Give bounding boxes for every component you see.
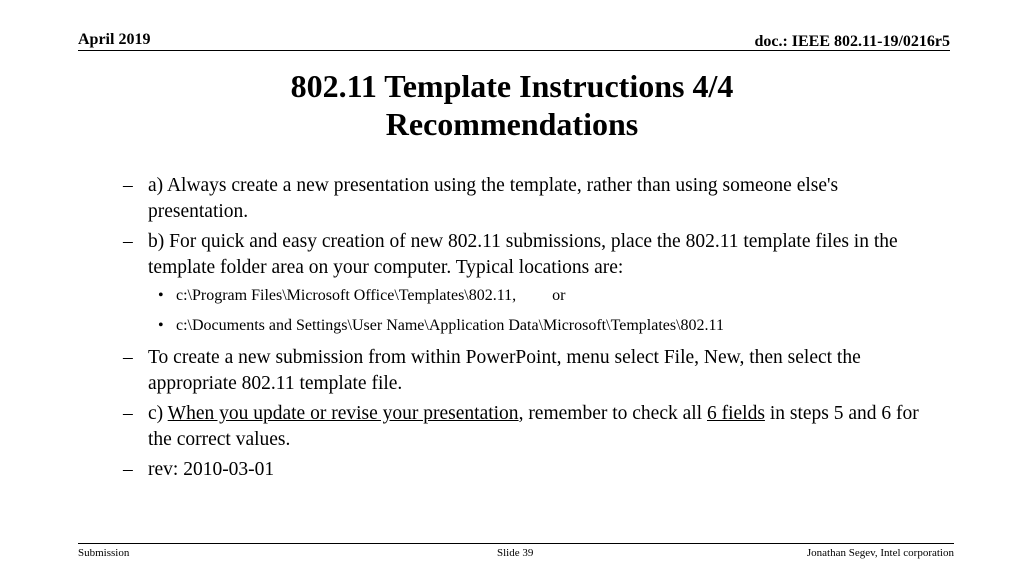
dash-marker: – xyxy=(123,459,133,480)
header-date: April 2019 xyxy=(78,31,151,48)
sub-item-path-1 xyxy=(120,285,920,307)
path-1-or: or xyxy=(552,287,566,304)
dash-marker: – xyxy=(123,403,133,424)
dash-marker: – xyxy=(123,347,133,368)
list-item-b xyxy=(120,229,920,281)
title-line-2: Recommendations xyxy=(385,106,639,142)
list-item-a xyxy=(120,173,920,225)
path-1-text: c:\Program Files\Microsoft Office\Templates\802.11, xyxy=(176,287,517,304)
item-c-prefix: c) xyxy=(148,403,168,424)
item-a-text: a) Always create a new presentation using the template, rather than using someone else's presentation. xyxy=(148,175,839,222)
item-c-underlined-1: When you update or revise your presentation xyxy=(167,403,519,424)
path-2-text: c:\Documents and Settings\User Name\Application Data\Microsoft\Templates\802.11 xyxy=(176,317,724,334)
title-line-1: 802.11 Template Instructions 4/4 xyxy=(290,68,734,104)
dash-marker: – xyxy=(123,175,133,196)
item-b-text: b) For quick and easy creation of new 802.11 submissions, place the 802.11 template files in the template folder area on your computer. Typical locations are: xyxy=(148,231,898,278)
footer-author: Jonathan Segev, Intel corporation xyxy=(806,547,954,559)
item-c-underlined-2: 6 fields xyxy=(706,403,765,424)
bullet-marker: • xyxy=(158,287,164,304)
footer-slide-number: Slide 39 xyxy=(497,547,534,559)
list-item-c xyxy=(120,401,920,453)
footer-submission: Submission xyxy=(78,547,130,559)
item-c-suffix: in steps 5 and 6 for the correct values. xyxy=(148,403,919,450)
item-c-mid: , remember to check all xyxy=(518,403,707,424)
sub-item-path-2 xyxy=(120,315,920,337)
slide-title xyxy=(0,67,1024,143)
item-rev-text: rev: 2010-03-01 xyxy=(148,459,275,480)
header-divider xyxy=(78,50,950,51)
dash-marker: – xyxy=(123,231,133,252)
item-new-text: To create a new submission from within PowerPoint, menu select File, New, then select the appropriate 802.11 template file. xyxy=(148,347,861,394)
header-doc-id: doc.: IEEE 802.11-19/0216r5 xyxy=(754,33,950,50)
slide-body xyxy=(120,173,920,487)
list-item-new-submission xyxy=(120,345,920,397)
footer-divider xyxy=(78,543,954,544)
bullet-marker: • xyxy=(158,317,164,334)
list-item-rev xyxy=(120,457,920,483)
